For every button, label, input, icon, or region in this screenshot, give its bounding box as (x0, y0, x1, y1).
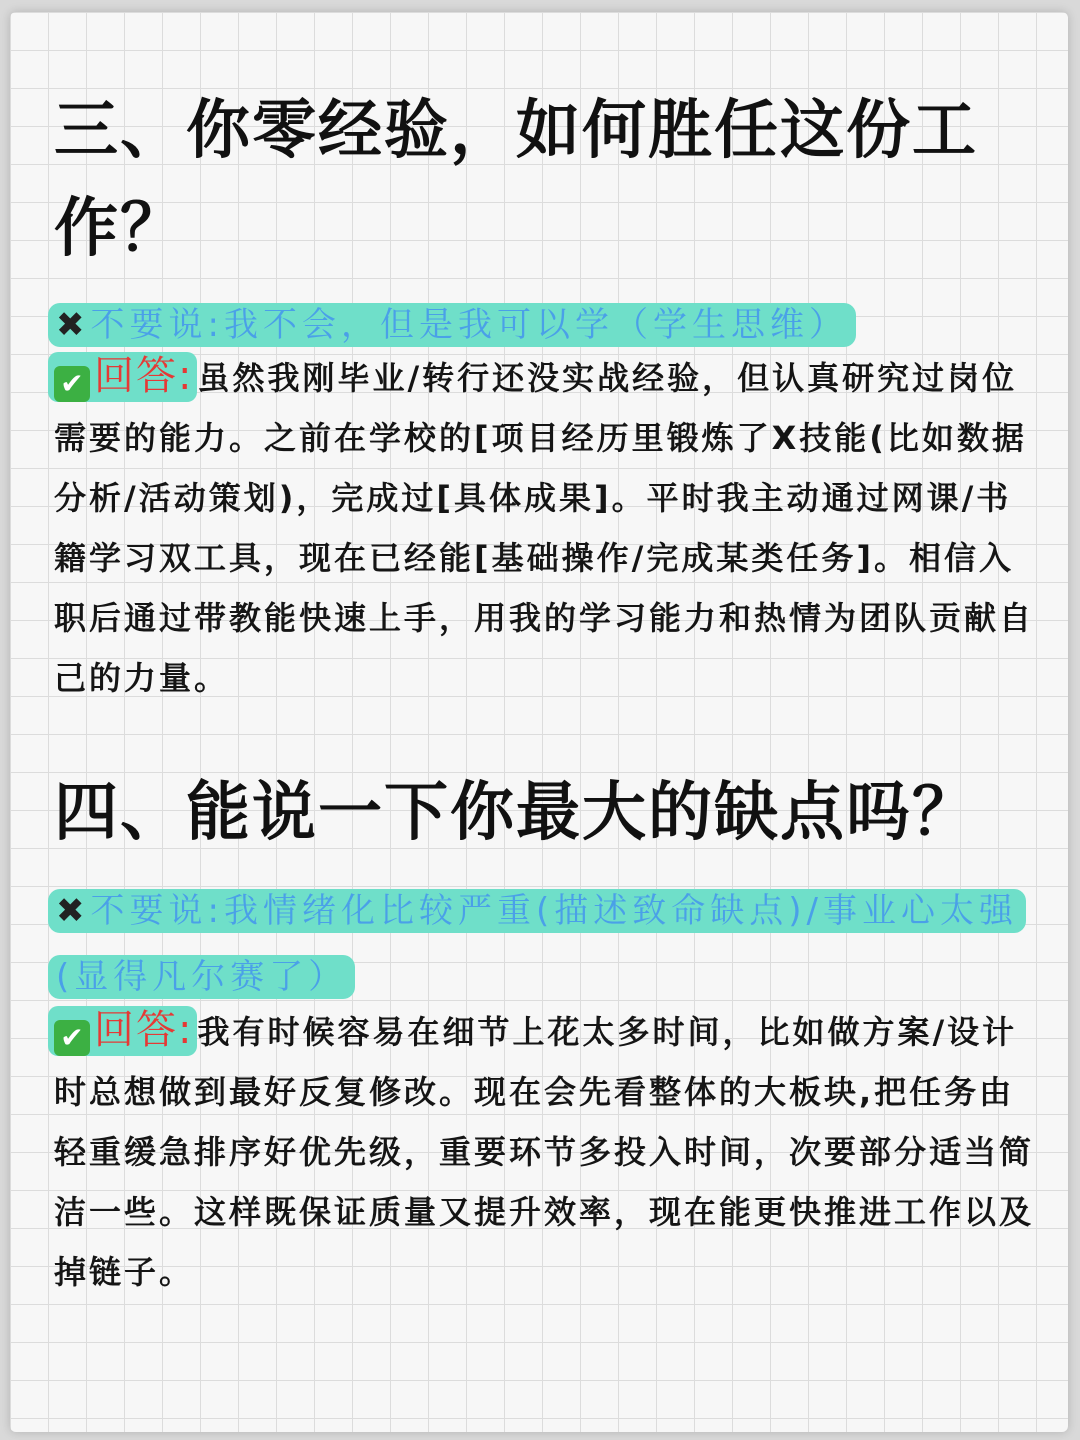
section-4-dont-say-text: 不要说:我情绪化比较严重(描述致命缺点)/事业心太强(显得凡尔赛了） (56, 891, 1018, 997)
section-4-answer-tag (48, 1006, 197, 1056)
section-3-dont-say-highlight (48, 303, 856, 347)
note-page (10, 12, 1068, 1432)
check-icon: ✔ (54, 1020, 90, 1056)
section-4-answer-label: 回答: (94, 1007, 194, 1053)
cross-icon: ✖ (56, 305, 85, 345)
section-4-answer (54, 1002, 1034, 1302)
cross-icon: ✖ (56, 891, 85, 931)
section-3-answer (54, 348, 1034, 708)
section-4-dont-say (48, 878, 1028, 1010)
section-3-heading: 三、你零经验，如何胜任这份工作？ (54, 94, 978, 266)
section-4-heading: 四、能说一下你最大的缺点吗？ (54, 776, 978, 850)
section-3-answer-tag (48, 352, 197, 402)
section-3-answer-text: 虽然我刚毕业/转行还没实战经验，但认真研究过岗位需要的能力。之前在学校的[项目经历里锻炼了X技能(比如数据分析/活动策划)，完成过[具体成果]。平时我主动通过网课/书籍学习双工具，现在已经能[基础操作/完成某类任务]。相信入职后通过带教能快速上手，用我的学习能力和热情为团队贡献自己的力量。 (54, 359, 1035, 697)
check-icon: ✔ (54, 366, 90, 402)
section-3-dont-say-text: 不要说:我不会，但是我可以学（学生思维） (90, 305, 848, 345)
section-3-answer-label: 回答: (94, 353, 194, 399)
section-4-dont-say-highlight (48, 889, 1026, 999)
section-4-answer-text: 我有时候容易在细节上花太多时间，比如做方案/设计时总想做到最好反复修改。现在会先看整体的大板块,把任务由轻重缓急排序好优先级，重要环节多投入时间，次要部分适当简洁一些。这样既保证质量又提升效率，现在能更快推进工作以及掉链子。 (54, 1013, 1035, 1291)
